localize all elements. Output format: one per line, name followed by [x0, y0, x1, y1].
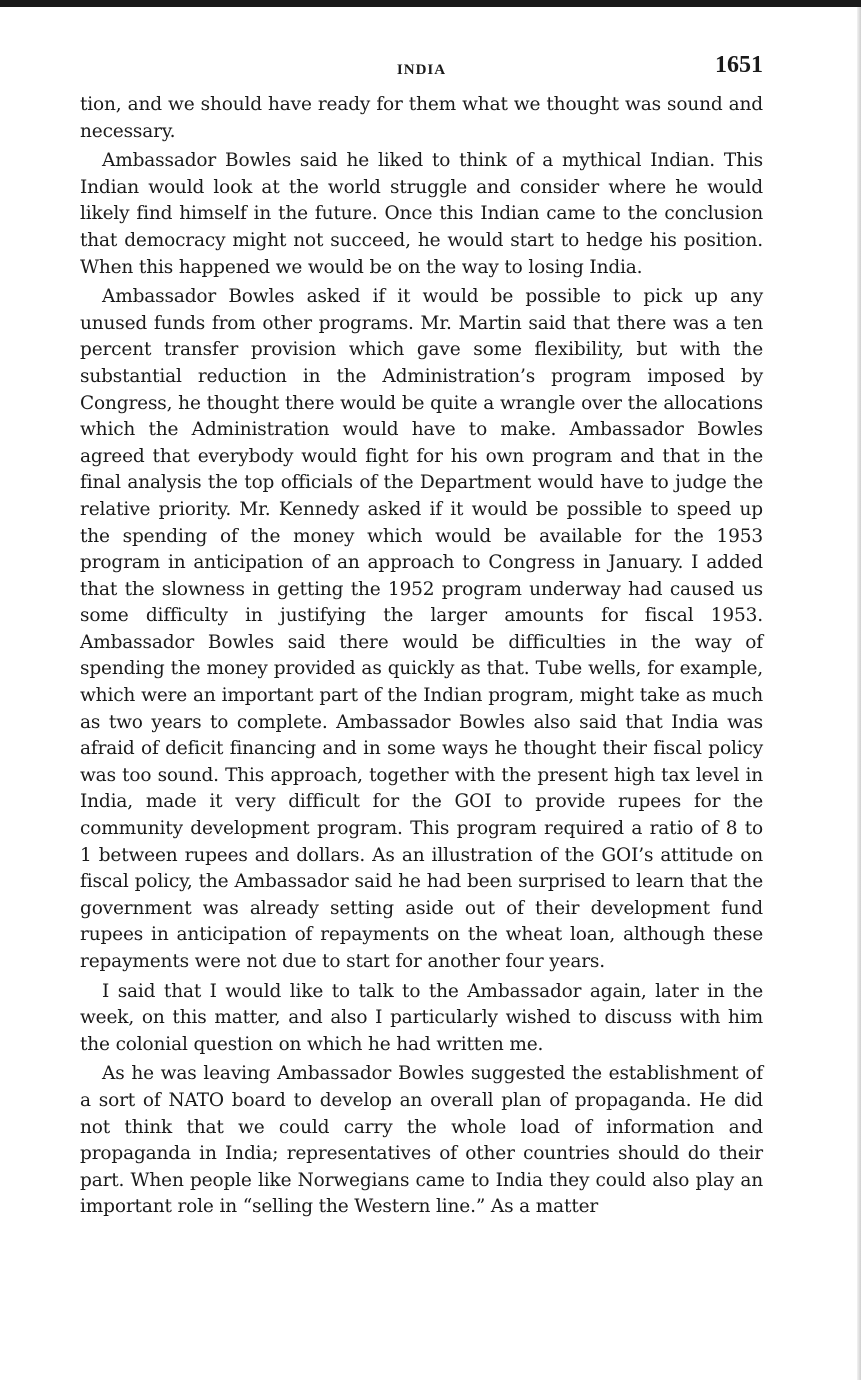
paragraph-unused-funds: Ambassador Bowles asked if it would be possible to pick up any unused funds from other programs. Mr. Martin said that there was a ten percent transfer provision which gave some flexibility, but with the substantial reduction in the Administration’s program imposed by Congress, he thought there would be quite a wrangle over the allocations which the Administration would have to make. Ambassador Bowles agreed that everybody would fight for his own program and that in the final analysis the top officials of the Department would have to judge the relative priority. Mr. Kennedy asked if it would be possible to speed up the spending of the money which would be available for the 1953 program in anticipation of an approach to Congress in January. I added that the slowness in getting the 1952 program underway had caused us some difficulty in justifying the larger amounts for fiscal 1953. Ambassador Bowles said there would be difficulties in the way of spending the money provided as quickly as that. Tube wells, for example, which were an important part of the Indian program, might take as much as two years to complete. Ambassador Bowles also said that India was afraid of deficit financing and in some ways he thought their fiscal policy was too sound. This approach, together with the present high tax level in India, made it very difficult for the GOI to provide rupees for the community development program. This program required a ratio of 8 to 1 between rupees and dollars. As an illustration of the GOI’s attitude on fiscal policy, the Ambassador said he had been surprised to learn that the government was already setting aside out of their development fund rupees in anticipation of repayments on the wheat loan, although these repayments were not due to start for another four years.	[80, 286, 763, 972]
document-page	[80, 52, 763, 1221]
running-title: INDIA	[396, 62, 447, 78]
paragraph-talk-again: I said that I would like to talk to the Ambassador again, later in the week, on this matter, and also I particularly wished to discuss with him the colonial question on which he had written me.	[80, 980, 763, 1055]
body-text	[80, 92, 763, 1221]
page-number: 1651	[715, 52, 763, 78]
page-top-edge	[0, 0, 861, 7]
paragraph-nato-board: As he was leaving Ambassador Bowles suggested the establishment of a sort of NATO board to develop an overall plan of propaganda. He did not think that we could carry the whole load of information and propaganda in India; representatives of other countries should do their part. When people like Norwegians came to India they could also play an important role in “selling the Western line.” As a matter	[80, 1063, 763, 1218]
paragraph-mythical-indian: Ambassador Bowles said he liked to think of a mythical Indian. This Indian would look at the world struggle and consider where he would likely find himself in the future. Once this Indian came to the conclusion that democracy might not succeed, he would start to hedge his position. When this happened we would be on the way to losing India.	[80, 150, 763, 278]
running-head	[80, 52, 763, 92]
paragraph-continuation: tion, and we should have ready for them what we thought was sound and necessary.	[80, 94, 763, 142]
page-right-edge	[857, 7, 861, 1380]
